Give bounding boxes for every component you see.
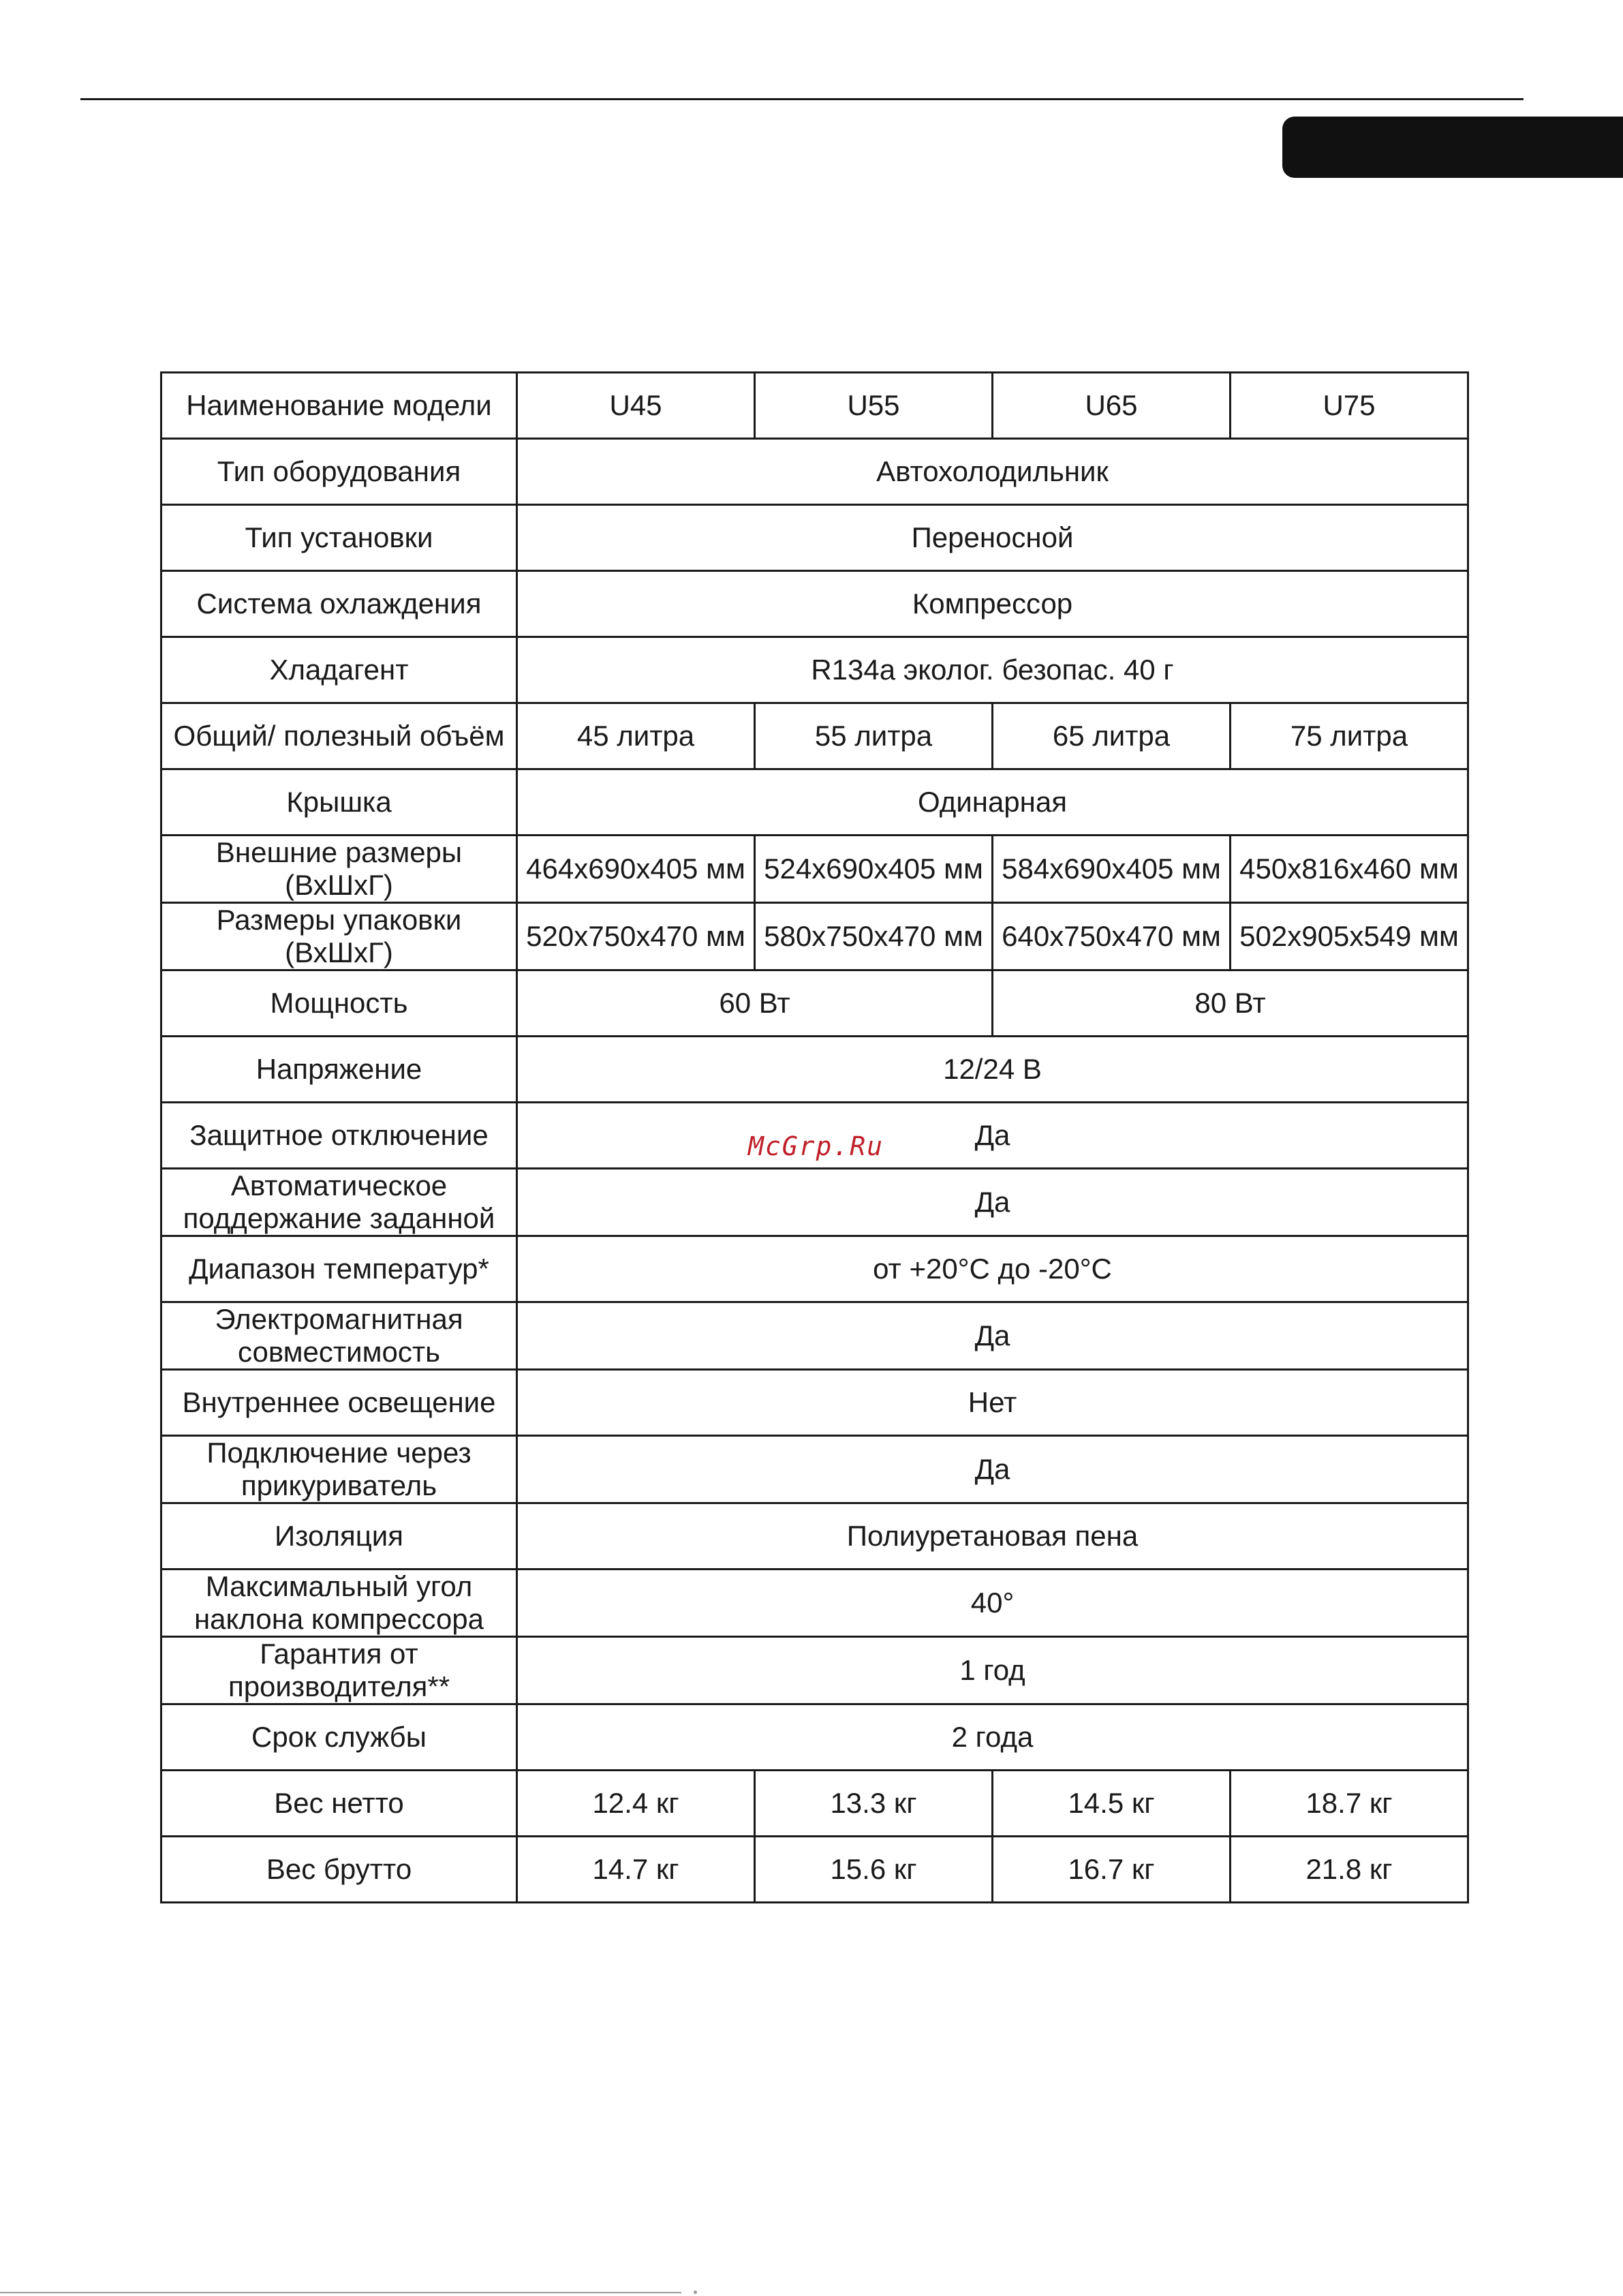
table-row bbox=[161, 1503, 1468, 1570]
table-cell: 12/24 В bbox=[517, 1037, 1468, 1103]
table-cell: R134a эколог. безопас. 40 г bbox=[517, 637, 1468, 703]
row-label: Мощность bbox=[161, 970, 517, 1037]
table-cell: Автохолодильник bbox=[517, 439, 1468, 505]
table-row bbox=[161, 1570, 1468, 1637]
section-tab bbox=[1282, 117, 1623, 178]
table-cell: 502x905x549 мм bbox=[1231, 903, 1468, 970]
table-row bbox=[161, 703, 1468, 769]
table-cell: 16.7 кг bbox=[993, 1837, 1231, 1903]
row-label: Вес брутто bbox=[161, 1837, 517, 1903]
table-row bbox=[161, 970, 1468, 1037]
table-cell: 15.6 кг bbox=[755, 1837, 993, 1903]
table-cell: 21.8 кг bbox=[1231, 1837, 1468, 1903]
row-label: Электромагнитная совместимость bbox=[161, 1302, 517, 1370]
header-rule bbox=[80, 98, 1524, 100]
table-cell: 18.7 кг bbox=[1231, 1771, 1468, 1837]
table-cell: 80 Вт bbox=[993, 970, 1468, 1037]
row-label: Крышка bbox=[161, 769, 517, 836]
row-label: Вес нетто bbox=[161, 1771, 517, 1837]
row-label: Общий/ полезный объём bbox=[161, 703, 517, 769]
table-cell: 12.4 кг bbox=[517, 1771, 755, 1837]
table-cell: от +20°С до -20°С bbox=[517, 1236, 1468, 1302]
table-cell: 450x816x460 мм bbox=[1231, 836, 1468, 903]
table-row bbox=[161, 1837, 1468, 1903]
table-cell: 524x690x405 мм bbox=[755, 836, 993, 903]
table-cell: 13.3 кг bbox=[755, 1771, 993, 1837]
table-cell: 1 год bbox=[517, 1637, 1468, 1704]
table-row bbox=[161, 1236, 1468, 1302]
table-cell: 14.5 кг bbox=[993, 1771, 1231, 1837]
table-cell: Да bbox=[517, 1436, 1468, 1503]
row-label: Максимальный угол наклона компрессора bbox=[161, 1570, 517, 1637]
row-label: Диапазон температур* bbox=[161, 1236, 517, 1302]
table-cell: U55 bbox=[755, 373, 993, 439]
row-label: Изоляция bbox=[161, 1503, 517, 1570]
table-row bbox=[161, 439, 1468, 505]
table-row bbox=[161, 1637, 1468, 1704]
row-label: Защитное отключение bbox=[161, 1103, 517, 1169]
table-cell: 640x750x470 мм bbox=[993, 903, 1231, 970]
table-cell: 60 Вт bbox=[517, 970, 993, 1037]
table-row bbox=[161, 1704, 1468, 1771]
row-label: Тип оборудования bbox=[161, 439, 517, 505]
table-row bbox=[161, 1169, 1468, 1236]
table-cell: 520x750x470 мм bbox=[517, 903, 755, 970]
table-cell: 75 литра bbox=[1231, 703, 1468, 769]
footer-rule bbox=[0, 2292, 681, 2293]
table-cell: Полиуретановая пена bbox=[517, 1503, 1468, 1570]
row-label: Гарантия от производителя** bbox=[161, 1637, 517, 1704]
row-label: Хладагент bbox=[161, 637, 517, 703]
table-row bbox=[161, 1771, 1468, 1837]
table-cell: 14.7 кг bbox=[517, 1837, 755, 1903]
table-row bbox=[161, 1370, 1468, 1436]
table-cell: U65 bbox=[993, 373, 1231, 439]
table-cell: U45 bbox=[517, 373, 755, 439]
row-label: Автоматическое поддержание заданной bbox=[161, 1169, 517, 1236]
table-cell: Компрессор bbox=[517, 571, 1468, 637]
table-row bbox=[161, 505, 1468, 571]
table-cell: 580x750x470 мм bbox=[755, 903, 993, 970]
table-cell: Нет bbox=[517, 1370, 1468, 1436]
row-label: Система охлаждения bbox=[161, 571, 517, 637]
table-row bbox=[161, 769, 1468, 836]
table-cell: Да bbox=[517, 1169, 1468, 1236]
table-cell: Переносной bbox=[517, 505, 1468, 571]
table-cell: 464x690x405 мм bbox=[517, 836, 755, 903]
table-cell: Одинарная bbox=[517, 769, 1468, 836]
table-row bbox=[161, 1037, 1468, 1103]
table-cell: 584x690x405 мм bbox=[993, 836, 1231, 903]
row-label: Срок службы bbox=[161, 1704, 517, 1771]
row-label: Размеры упаковки (ВхШхГ) bbox=[161, 903, 517, 970]
row-label: Внутреннее освещение bbox=[161, 1370, 517, 1436]
table-row bbox=[161, 836, 1468, 903]
watermark-text: McGrp.Ru bbox=[748, 1131, 884, 1161]
table-cell: 2 года bbox=[517, 1704, 1468, 1771]
footer-dot bbox=[694, 2291, 697, 2294]
table-cell: 45 литра bbox=[517, 703, 755, 769]
table-row bbox=[161, 1302, 1468, 1370]
table-row bbox=[161, 637, 1468, 703]
table-cell: U75 bbox=[1231, 373, 1468, 439]
table-cell: 55 литра bbox=[755, 703, 993, 769]
table-cell: Да bbox=[517, 1302, 1468, 1370]
row-label: Тип установки bbox=[161, 505, 517, 571]
row-label: Внешние размеры (ВхШхГ) bbox=[161, 836, 517, 903]
table-cell: Да bbox=[517, 1103, 1468, 1169]
table-row bbox=[161, 903, 1468, 970]
row-label: Напряжение bbox=[161, 1037, 517, 1103]
row-label: Наименование модели bbox=[161, 373, 517, 439]
table-row bbox=[161, 373, 1468, 439]
table-row bbox=[161, 1436, 1468, 1503]
table-row bbox=[161, 571, 1468, 637]
row-label: Подключение через прикуриватель bbox=[161, 1436, 517, 1503]
table-cell: 40° bbox=[517, 1570, 1468, 1637]
table-cell: 65 литра bbox=[993, 703, 1231, 769]
